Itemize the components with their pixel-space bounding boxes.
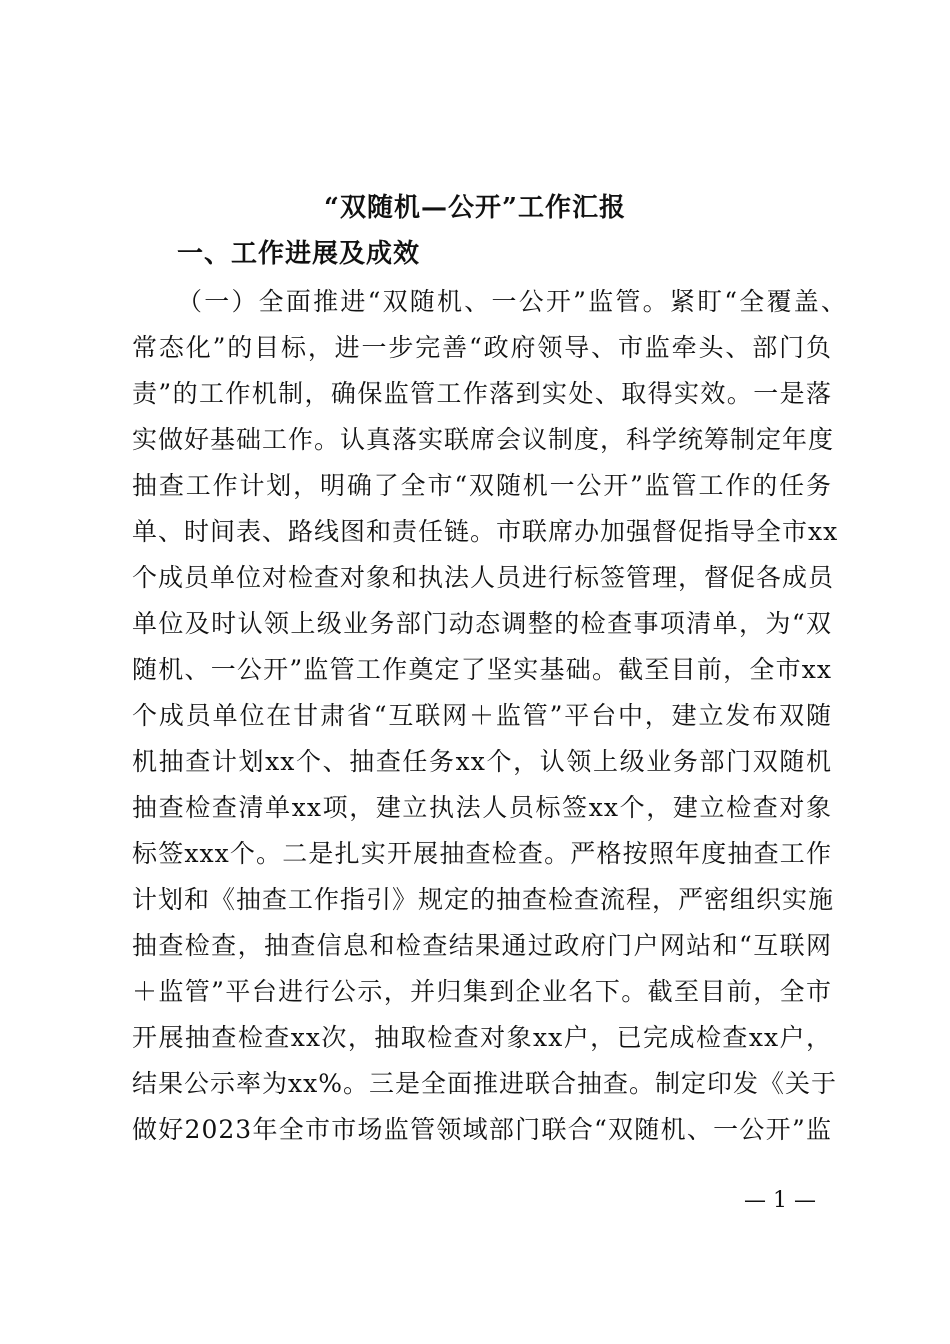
paragraph-line: 随机、一公开”监管工作奠定了坚实基础。截至目前，全市xx bbox=[132, 655, 832, 684]
paragraph-line: 责”的工作机制，确保监管工作落到实处、取得实效。一是落 bbox=[132, 379, 832, 408]
paragraph-line: 抽查检查清单xx项，建立执法人员标签xx个，建立检查对象 bbox=[132, 793, 832, 822]
paragraph-line: 结果公示率为xx%。三是全面推进联合抽查。制定印发《关于 bbox=[132, 1069, 837, 1098]
page-number: — 1 — bbox=[744, 1188, 816, 1213]
document-title: “双随机—公开”工作汇报 bbox=[324, 193, 626, 223]
section-heading: 一、工作进展及成效 bbox=[177, 239, 421, 269]
paragraph-line: （一）全面推进“双随机、一公开”监管。紧盯“全覆盖、 bbox=[177, 287, 847, 316]
paragraph-line: 单位及时认领上级业务部门动态调整的检查事项清单，为“双 bbox=[132, 609, 832, 638]
paragraph-line: 个成员单位对检查对象和执法人员进行标签管理，督促各成员 bbox=[132, 563, 835, 592]
paragraph-line: 机抽查计划xx个、抽查任务xx个，认领上级业务部门双随机 bbox=[132, 747, 832, 776]
paragraph-line: 单、时间表、路线图和责任链。市联席办加强督促指导全市xx bbox=[132, 517, 839, 546]
paragraph-line: 开展抽查检查xx次，抽取检查对象xx户，已完成检查xx户， bbox=[132, 1023, 832, 1052]
paragraph-line: 抽查工作计划，明确了全市“双随机一公开”监管工作的任务 bbox=[132, 471, 832, 500]
paragraph-line: 标签xxx个。二是扎实开展抽查检查。严格按照年度抽查工作 bbox=[132, 839, 832, 868]
paragraph-line: ＋监管”平台进行公示，并归集到企业名下。截至目前，全市 bbox=[132, 977, 832, 1006]
paragraph-line: 常态化”的目标，进一步完善“政府领导、市监牵头、部门负 bbox=[132, 333, 832, 362]
paragraph-line: 计划和《抽查工作指引》规定的抽查检查流程，严密组织实施 bbox=[132, 885, 835, 914]
paragraph-line: 抽查检查，抽查信息和检查结果通过政府门户网站和“互联网 bbox=[132, 931, 832, 960]
paragraph-line: 做好2023年全市市场监管领域部门联合“双随机、一公开”监 bbox=[132, 1115, 832, 1144]
paragraph-line: 实做好基础工作。认真落实联席会议制度，科学统筹制定年度 bbox=[132, 425, 835, 454]
paragraph-line: 个成员单位在甘肃省“互联网＋监管”平台中，建立发布双随 bbox=[132, 701, 832, 730]
